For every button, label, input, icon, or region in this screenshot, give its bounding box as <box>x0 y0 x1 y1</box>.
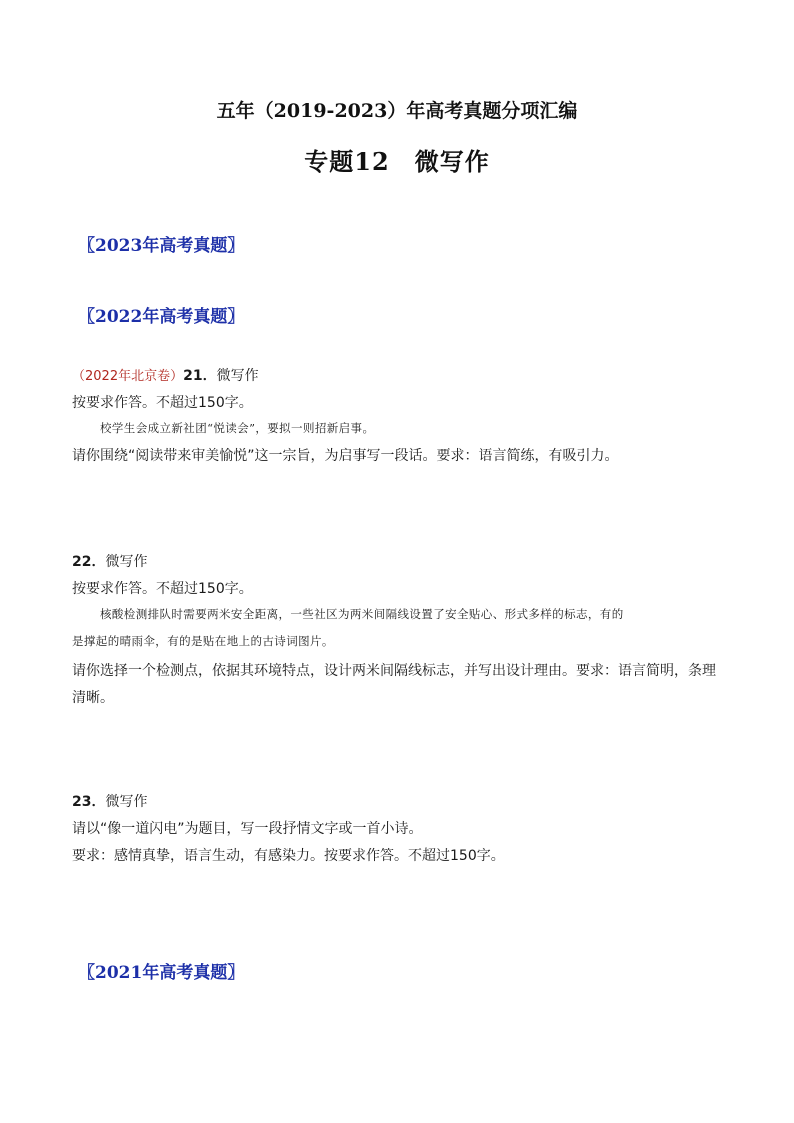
section-heading-2023: 〖2023年高考真题〗 <box>78 236 245 256</box>
question-21-header <box>72 365 259 385</box>
question-23-task-line-1: 请以“像一道闪电”为题目，写一段抒情文字或一首小诗。 <box>72 821 423 837</box>
question-type: 微写作 <box>216 368 259 384</box>
question-22-task-line-1: 请你选择一个检测点，依据其环境特点，设计两米间隔线标志，并写出设计理由。要求：语言简明，条理 <box>72 663 716 679</box>
topic-title: 专题12 微写作 <box>304 147 490 176</box>
question-21-task: 请你围绕“阅读带来审美愉悦”这一宗旨，为启事写一段话。要求：语言简练，有吸引力。 <box>72 448 619 464</box>
question-22-instruction: 按要求作答。不超过150字。 <box>72 581 253 597</box>
question-22-material-line-2: 是撑起的晴雨伞，有的是贴在地上的古诗词图片。 <box>72 634 334 648</box>
question-number: 21． <box>183 368 217 384</box>
section-heading-2021: 〖2021年高考真题〗 <box>78 963 245 983</box>
question-number: 22． <box>72 554 106 570</box>
question-21-instruction: 按要求作答。不超过150字。 <box>72 395 253 411</box>
section-heading-2022: 〖2022年高考真题〗 <box>78 307 245 327</box>
question-source: （2022年北京卷） <box>72 369 184 384</box>
document-title: 五年（2019-2023）年高考真题分项汇编 <box>216 100 578 122</box>
question-23-header <box>72 791 147 811</box>
question-22-header <box>72 551 147 571</box>
question-number: 23． <box>72 794 106 810</box>
question-type: 微写作 <box>105 554 148 570</box>
question-22-task-line-2: 清晰。 <box>72 690 114 706</box>
question-23-task-line-2: 要求：感情真挚，语言生动，有感染力。按要求作答。不超过150字。 <box>72 848 505 864</box>
question-22-material-line-1: 核酸检测排队时需要两米安全距离，一些社区为两米间隔线设置了安全贴心、形式多样的标志，有的 <box>100 607 624 621</box>
question-21-material: 校学生会成立新社团“悦读会”，要拟一则招新启事。 <box>100 421 375 435</box>
question-type: 微写作 <box>105 794 148 810</box>
